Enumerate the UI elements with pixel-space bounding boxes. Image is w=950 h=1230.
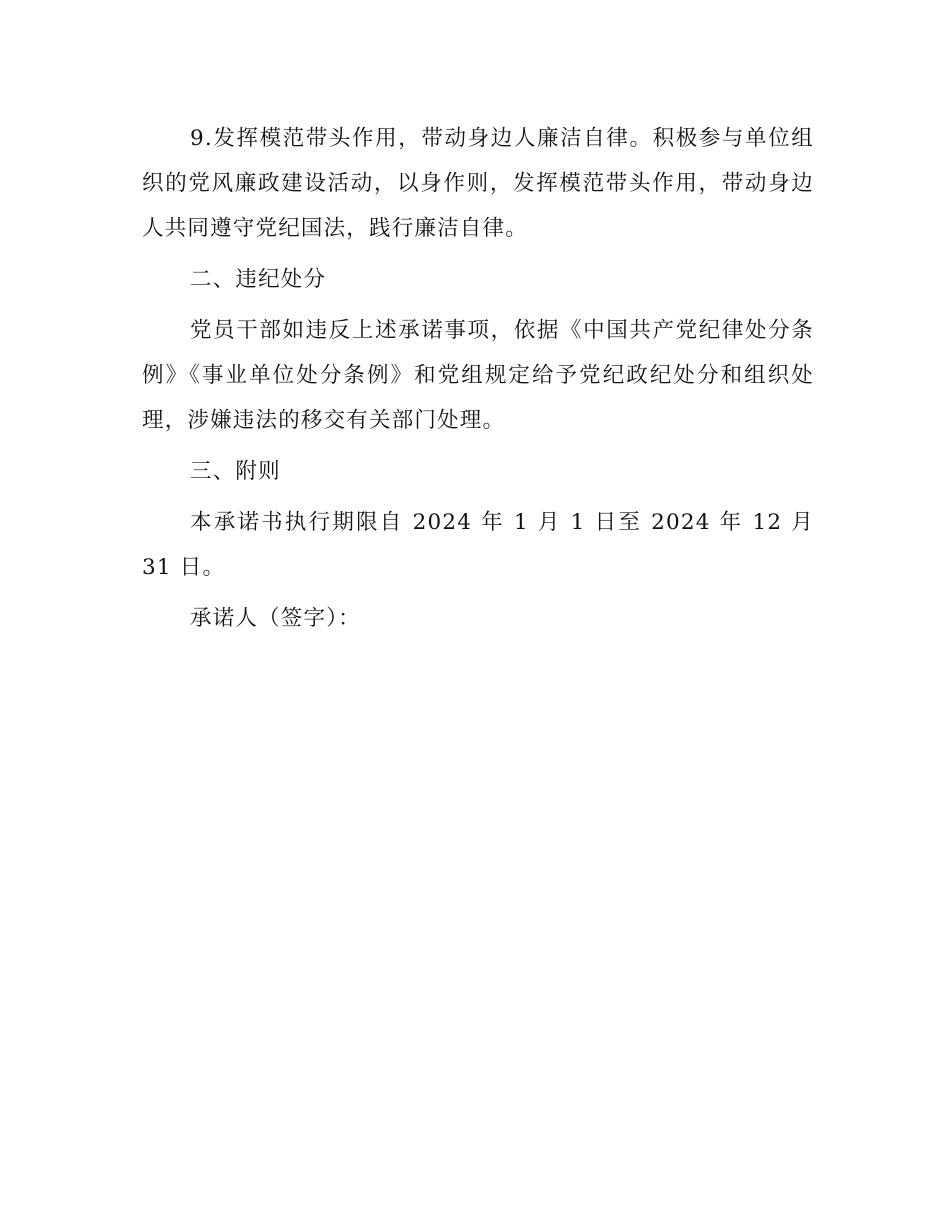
section-heading-violations: 二、违纪处分 [190,267,327,292]
paragraph-item-9: 9.发挥模范带头作用，带动身边人廉洁自律。积极参与单位组织的党风廉政建设活动，以身作则，发挥模范带头作用，带动身边人共同遵守党纪国法，践行廉洁自律。 [142,126,814,241]
paragraph-violation-penalty: 党员干部如违反上述承诺事项，依据《中国共产党纪律处分条例》《事业单位处分条例》和党组规定给予党纪政纪处分和组织处理，涉嫌违法的移交有关部门处理。 [142,318,814,433]
document-body [142,116,814,641]
paragraph-validity-period: 本承诺书执行期限自 2024 年 1 月 1 日至 2024 年 12 月 31 日。 [142,510,814,580]
section-heading-supplementary: 三、附则 [190,459,281,484]
signature-line: 承诺人（签字）： [190,606,361,631]
